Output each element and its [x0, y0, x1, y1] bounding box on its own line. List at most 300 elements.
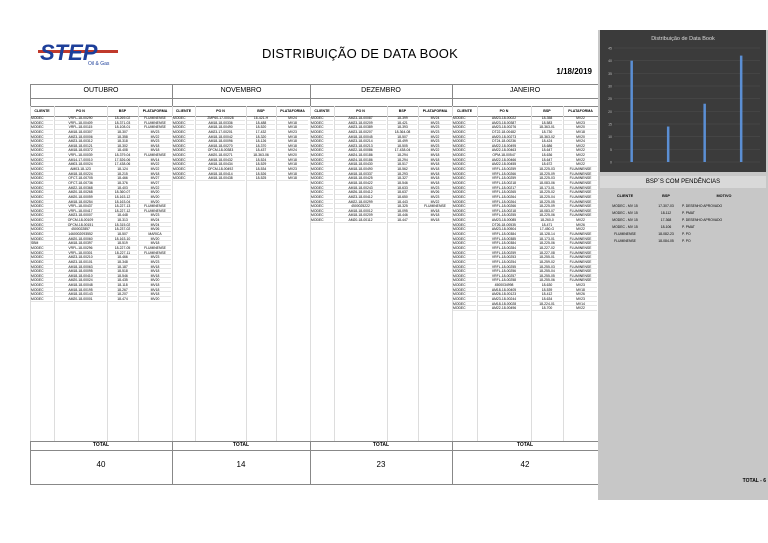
column-header: PO N	[356, 109, 365, 113]
table-cell: MODEC	[453, 237, 476, 242]
grid-line	[387, 106, 388, 441]
table-cell: MODEC	[31, 116, 53, 121]
table-cell: 18-325	[388, 204, 417, 209]
table-cell: MV22	[564, 162, 597, 167]
table-cell: 18-471	[532, 223, 562, 228]
table-cell: 18-348	[108, 260, 137, 265]
divider-header	[30, 98, 598, 99]
table-cell: AM23-18-00087	[335, 116, 386, 121]
month-total-value: 40	[96, 460, 106, 469]
table-cell: MODEC	[173, 130, 194, 135]
table-cell: OFCM-18-00151	[55, 223, 106, 228]
table-cell: 18-227-13	[108, 204, 137, 209]
table-cell: 18-435	[108, 278, 137, 283]
table-cell: MODEC	[173, 144, 194, 149]
table-cell: MODEC	[31, 190, 53, 195]
column-header: PO N	[76, 109, 85, 113]
table-cell: MODEC	[311, 139, 333, 144]
table-cell: 17-432	[247, 130, 275, 135]
chart-ytick-label: 45	[608, 46, 612, 51]
table-cell: VRFL-18-00253	[478, 255, 530, 260]
table-cell: MV22	[564, 144, 597, 149]
table-cell: VRFL-18-00284	[478, 246, 530, 251]
table-cell: MODEC	[453, 176, 476, 181]
table-cell: 18-255-01	[532, 255, 562, 260]
table-cell: MODEC	[31, 218, 53, 223]
table-cell: MODEC	[311, 130, 333, 135]
grid-line	[195, 106, 196, 441]
table-cell: OFCM-18-00383	[196, 148, 245, 153]
table-cell: FLUMINENSE	[564, 274, 597, 279]
table-cell: MODEC	[173, 125, 194, 130]
grid-line	[107, 106, 108, 441]
table-cell: MODEC	[453, 278, 476, 283]
table-cell: 18-363-01	[532, 125, 562, 130]
table-cell: MV22	[564, 306, 597, 311]
table-cell: MV26	[564, 292, 597, 297]
table-cell: OFCT-18-00705	[55, 176, 106, 181]
table-cell: VRFL-18-00264	[478, 200, 530, 205]
data-column	[139, 116, 171, 302]
table-cell: AM22-18-00086	[335, 148, 386, 153]
month-total-value: 23	[376, 460, 386, 469]
data-column	[478, 116, 530, 311]
table-cell: 18-583	[532, 121, 562, 126]
table-cell: MV22	[139, 162, 171, 167]
table-cell: FLUMINENSE	[564, 204, 597, 209]
table-cell: 18-225-09	[532, 204, 562, 209]
table-cell: AM18-18-00434	[196, 162, 245, 167]
table-cell: 18-227-12	[108, 209, 137, 214]
table-cell: 18-225-03	[532, 167, 562, 172]
table-cell: DT26-18-00535	[478, 223, 530, 228]
table-cell: MODEC	[453, 148, 476, 153]
table-cell: AM23-17-00201	[196, 130, 245, 135]
grid-line	[563, 106, 564, 441]
table-cell: MODEC	[31, 213, 53, 218]
table-cell: MV18	[277, 135, 308, 140]
table-cell: MV22	[419, 148, 451, 153]
table-cell: VRFL-18-00217	[478, 186, 530, 191]
table-cell: 18-227-08	[532, 251, 562, 256]
table-cell: AM26-18-00412	[335, 190, 386, 195]
table-cell: VRFL-18-00384	[478, 241, 530, 246]
distribution-chart	[600, 30, 766, 172]
pending-title: BSP´S COM PENDÊNCIAS	[600, 176, 766, 188]
table-cell: MODEC	[453, 190, 476, 195]
column-header: CLIENTE	[456, 109, 473, 113]
table-cell: MODEC	[311, 181, 333, 186]
pending-column-header: CLIENTE	[616, 194, 634, 198]
table-cell: MODEC	[453, 232, 476, 237]
table-cell: VRFL-18-00385	[478, 237, 530, 242]
table-cell: MODEC	[173, 135, 194, 140]
table-cell: AM18-18-00397	[55, 241, 106, 246]
chart-ytick-label: 10	[608, 135, 612, 140]
table-cell: VRFL-18-00257	[478, 274, 530, 279]
table-cell: 18-207	[108, 292, 137, 297]
table-cell: MODEC	[31, 125, 53, 130]
table-cell: MODEC	[173, 167, 194, 172]
table-cell: MODEC	[31, 158, 53, 163]
table-cell: 18-399	[388, 116, 417, 121]
table-cell: 18-630	[532, 283, 562, 288]
table-cell: 18-505	[388, 144, 417, 149]
table-cell: AM18-18-00143	[55, 292, 106, 297]
table-cell: MODEC	[311, 121, 333, 126]
table-cell: MODEC	[453, 213, 476, 218]
table-cell: MODEC	[311, 162, 333, 167]
pending-cell: 18-082-23	[658, 232, 674, 236]
table-cell: MV18	[419, 209, 451, 214]
table-cell: OFCM-18-00109	[55, 218, 106, 223]
table-cell: FLUMINENSE	[139, 116, 171, 121]
table-cell: MV24	[419, 116, 451, 121]
chart-svg	[600, 30, 766, 172]
table-cell: VRFL-18-00255	[478, 213, 530, 218]
table-cell: DT22-18-00482	[478, 130, 530, 135]
pending-cell: 18-106	[660, 225, 672, 229]
data-column	[247, 116, 275, 181]
table-cell: AM18-18-00096	[196, 139, 245, 144]
table-cell: 18-083-07	[532, 209, 562, 214]
table-cell: 18-126	[247, 139, 275, 144]
table-cell: VRFL-18-00409	[55, 121, 106, 126]
table-cell: MODEC	[311, 125, 333, 130]
table-cell: 18-499	[388, 139, 417, 144]
table-cell: MODEC	[31, 148, 53, 153]
table-cell: MODEC	[311, 167, 333, 172]
table-cell: VRFL-18-00264	[478, 195, 530, 200]
chart-ytick-label: 0	[610, 160, 612, 165]
grid-line	[477, 106, 478, 441]
table-cell: 18-517	[388, 162, 417, 167]
table-cell: MV23	[419, 195, 451, 200]
table-cell: 18-293	[388, 172, 417, 177]
table-cell: VRFL-18-00384	[478, 232, 530, 237]
table-cell: 18-267	[108, 288, 137, 293]
table-cell: 18-358	[108, 135, 137, 140]
table-cell: 18-637	[388, 190, 417, 195]
table-cell: 18-363-02	[532, 135, 562, 140]
table-cell: MODEC	[31, 209, 53, 214]
table-cell: VRFL-18-00218	[478, 209, 530, 214]
report-date: 1/18/2019	[556, 67, 592, 76]
table-cell: 18-215	[108, 172, 137, 177]
table-cell: MV23	[419, 130, 451, 135]
table-cell: 18-163-10	[108, 237, 137, 242]
table-cell: FLUMINENSE	[564, 246, 597, 251]
column-header: BSP	[543, 109, 551, 113]
chart-title: Distribuição de Data Book	[651, 36, 715, 42]
table-cell: MODEC	[31, 227, 53, 232]
table-cell: MV20	[564, 125, 597, 130]
column-header: PLATAFORMA	[422, 109, 448, 113]
table-cell: AM18-18-00405	[478, 288, 530, 293]
table-cell: 18-255-06	[532, 278, 562, 283]
table-cell: 4500034998	[478, 283, 530, 288]
table-cell: MODEC	[453, 172, 476, 177]
table-cell: MV24	[139, 218, 171, 223]
table-cell: MODEC	[311, 144, 333, 149]
grid-line	[30, 106, 31, 441]
table-cell: MODEC	[453, 153, 476, 158]
table-cell: MODEC	[453, 158, 476, 163]
table-cell: 18-633	[388, 186, 417, 191]
table-cell: MODEC	[453, 283, 476, 288]
table-cell: 18-363-06	[247, 153, 275, 158]
table-cell: FLUMINENSE	[564, 255, 597, 260]
table-cell: 18-294	[388, 158, 417, 163]
table-cell: AM18-18-00438	[196, 176, 245, 181]
table-cell: MODEC	[311, 172, 333, 177]
table-cell: FLUMINENSE	[139, 246, 171, 251]
month-header: NOVEMBRO	[220, 87, 262, 94]
table-cell: 18-225-09	[532, 172, 562, 177]
table-cell: AM18-18-00410	[55, 274, 106, 279]
table-cell: MODEC	[311, 186, 333, 191]
divider-bottom	[30, 484, 598, 485]
table-cell: FLUMINENSE	[564, 265, 597, 270]
table-cell: MV18	[419, 153, 451, 158]
grid-line	[531, 106, 532, 441]
table-cell: MODEC	[453, 209, 476, 214]
table-cell: MV18	[277, 158, 308, 163]
table-cell: AM03-18-00024	[55, 162, 106, 167]
table-cell: VRFL-18-00259	[478, 176, 530, 181]
table-cell: FLUMINENSE	[139, 125, 171, 130]
table-cell: MV18	[419, 167, 451, 172]
table-cell: 4500025222	[335, 204, 386, 209]
table-cell: FLUMINENSE	[564, 278, 597, 283]
table-cell: 18-163-12	[108, 195, 137, 200]
table-cell: MODEC	[453, 269, 476, 274]
table-cell: MODEC	[31, 195, 53, 200]
table-cell: 18-255-05	[532, 274, 562, 279]
table-cell: 18-647	[532, 158, 562, 163]
table-cell: MODEC	[31, 246, 53, 251]
table-cell: 18-225-03	[532, 176, 562, 181]
table-cell: MV18	[564, 288, 597, 293]
chart-bar	[703, 104, 706, 162]
table-cell: 18-730	[532, 130, 562, 135]
table-cell: MODEC	[31, 162, 53, 167]
table-cell: 18-686	[532, 144, 562, 149]
table-cell: MODEC	[453, 274, 476, 279]
table-cell: MODEC	[31, 204, 53, 209]
table-cell: 18-525	[247, 176, 275, 181]
table-cell: VRFL-18-00265	[478, 190, 530, 195]
pending-column	[600, 203, 650, 245]
pending-cell: 17-307-03	[658, 204, 674, 208]
table-cell: 18-225-02	[532, 190, 562, 195]
table-cell: 18-108-01	[108, 125, 137, 130]
table-cell: AM23-18-00209	[335, 121, 386, 126]
table-cell: MODEC	[311, 195, 333, 200]
table-cell: MV22	[564, 148, 597, 153]
table-cell: FLUMINENSE	[564, 190, 597, 195]
data-column	[277, 116, 308, 181]
table-cell: 18-370	[247, 144, 275, 149]
table-cell: MV20	[139, 190, 171, 195]
table-cell: MODEC	[311, 116, 333, 121]
table-cell: 18-364-08	[388, 130, 417, 135]
table-cell: MODEC	[31, 139, 53, 144]
table-cell: FLUMINENSE	[139, 204, 171, 209]
table-cell: MV24	[277, 116, 308, 121]
table-cell: 17-450-G	[532, 227, 562, 232]
table-cell: MODEC	[453, 302, 476, 307]
table-cell: FLUMINENSE	[564, 232, 597, 237]
table-cell: MODEC	[311, 158, 333, 163]
chart-ytick-label: 40	[608, 59, 612, 64]
table-cell: MODEC	[453, 218, 476, 223]
table-cell: FLUMINENSE	[564, 200, 597, 205]
table-cell: AM20-18-00060	[55, 237, 106, 242]
table-cell: MODEC	[311, 153, 333, 158]
table-cell: 18-650	[388, 195, 417, 200]
table-cell: MV18	[139, 172, 171, 177]
table-cell: MV23	[419, 186, 451, 191]
table-cell: 18-327	[388, 176, 417, 181]
grid-line	[334, 106, 335, 441]
table-cell: MODEC	[31, 297, 53, 302]
table-cell: MV27	[139, 181, 171, 186]
pending-cell: 18-112	[660, 211, 672, 215]
table-cell: MV20	[564, 135, 597, 140]
logo-subtext: Oil & Gas	[88, 61, 110, 66]
table-cell: 18-083-06	[532, 181, 562, 186]
table-cell: 18-294	[388, 153, 417, 158]
table-cell: 18-474	[108, 297, 137, 302]
table-cell: 18-269-02	[108, 116, 137, 121]
table-cell: 18-358	[532, 116, 562, 121]
pending-cell: 17-368	[660, 218, 672, 222]
table-cell: AM23-18-00214	[335, 139, 386, 144]
table-cell: AM18-18-00028	[478, 302, 530, 307]
month-header: OUTUBRO	[83, 87, 119, 94]
table-cell: AM23-18-00504	[478, 227, 530, 232]
table-cell: OPM-18-00547	[478, 153, 530, 158]
table-cell: 18-393	[388, 125, 417, 130]
chart-ytick-label: 5	[610, 147, 612, 152]
table-cell: VRFL-18-00115	[55, 125, 106, 130]
table-cell: MODEC	[31, 176, 53, 181]
table-cell: 18-371-03	[108, 121, 137, 126]
data-column	[31, 116, 53, 302]
table-cell: 18-376	[108, 181, 137, 186]
column-header: PLATAFORMA	[280, 109, 305, 113]
table-cell: DT24-18-00236	[478, 139, 530, 144]
table-cell: AM23-18-00207	[335, 130, 386, 135]
chart-ytick-label: 15	[608, 122, 612, 127]
table-cell: MV23	[564, 121, 597, 126]
table-cell: AM24-18-00186	[335, 153, 386, 158]
chart-ytick-label: 30	[608, 84, 612, 89]
table-cell: MV18	[419, 176, 451, 181]
table-cell: 18-260-0	[532, 218, 562, 223]
table-cell: MODEC	[453, 246, 476, 251]
table-cell: 18-227-11	[108, 251, 137, 256]
table-cell: 18-227-05	[108, 246, 137, 251]
table-cell: AM18-18-00337	[335, 172, 386, 177]
table-cell: MV22	[564, 153, 597, 158]
pending-cell: P. DESENHO APROVADO	[682, 218, 723, 222]
table-cell: MODEC	[31, 274, 53, 279]
table-cell: 18-636	[532, 153, 562, 158]
table-cell: AM20-18-00001	[55, 297, 106, 302]
table-cell: MV18	[277, 172, 308, 177]
table-cell: MV24	[277, 148, 308, 153]
pending-cell: P. PO	[682, 232, 691, 236]
table-cell: 1460002093552	[55, 232, 106, 237]
table-cell: MODEC	[311, 148, 333, 153]
table-cell: MODEC	[453, 167, 476, 172]
table-cell: 18-307	[108, 130, 137, 135]
table-cell: 18-237-02	[108, 227, 137, 232]
table-cell: FLUMINENSE	[419, 204, 451, 209]
table-cell: MV22	[419, 200, 451, 205]
table-cell: 18-539	[532, 288, 562, 293]
data-column	[419, 116, 451, 223]
month-total-label: TOTAL	[516, 442, 534, 448]
table-cell: 2MP60-17-00028	[196, 116, 245, 121]
grid-line	[138, 106, 139, 441]
table-cell: MV23	[564, 297, 597, 302]
month-total-label: TOTAL	[92, 442, 110, 448]
table-cell: VRFL-18-00296	[55, 246, 106, 251]
table-cell: MODEC	[453, 130, 476, 135]
table-cell: MODEC	[453, 195, 476, 200]
table-cell: 18-318	[108, 139, 137, 144]
column-header: BSP	[398, 109, 407, 113]
table-cell: MV22	[139, 167, 171, 172]
table-cell: AM23-18-00101	[55, 260, 106, 265]
table-cell: MV24	[139, 223, 171, 228]
table-cell: 18-443	[388, 200, 417, 205]
table-cell: 18-647	[532, 148, 562, 153]
table-cell: MODEC	[453, 292, 476, 297]
column-header: CLIENTE	[314, 109, 330, 113]
table-cell: MODEC	[31, 144, 53, 149]
table-cell: 18-315-02	[108, 223, 137, 228]
table-cell: 17-438-04	[388, 148, 417, 153]
data-column	[388, 116, 417, 223]
column-header: PO N	[216, 109, 225, 113]
month-total-label: TOTAL	[372, 442, 390, 448]
month-header: DEZEMBRO	[361, 87, 401, 94]
table-cell: 18-466	[108, 176, 137, 181]
table-cell: 18-224-01	[532, 302, 562, 307]
table-cell: MODEC	[453, 297, 476, 302]
pending-cell: MODEC - MV 15	[612, 204, 638, 208]
table-cell: AM18-18-00045	[335, 135, 386, 140]
table-cell: MV18	[139, 283, 171, 288]
table-cell: MODEC	[453, 139, 476, 144]
table-cell: 18-225-05	[532, 200, 562, 205]
table-cell: 18-529	[247, 162, 275, 167]
pending-cell: P. PO	[682, 239, 691, 243]
table-cell: MODEC	[173, 139, 194, 144]
table-cell: MV26	[419, 190, 451, 195]
table-cell: AM20-18-00112	[335, 218, 386, 223]
table-cell: MODEC	[31, 283, 53, 288]
table-cell: 18-562	[388, 167, 417, 172]
table-cell: MODEC	[31, 130, 53, 135]
table-cell: 18-437	[247, 148, 275, 153]
table-cell: MODEC	[31, 172, 53, 177]
table-cell: VRFL-18-00258	[478, 278, 530, 283]
